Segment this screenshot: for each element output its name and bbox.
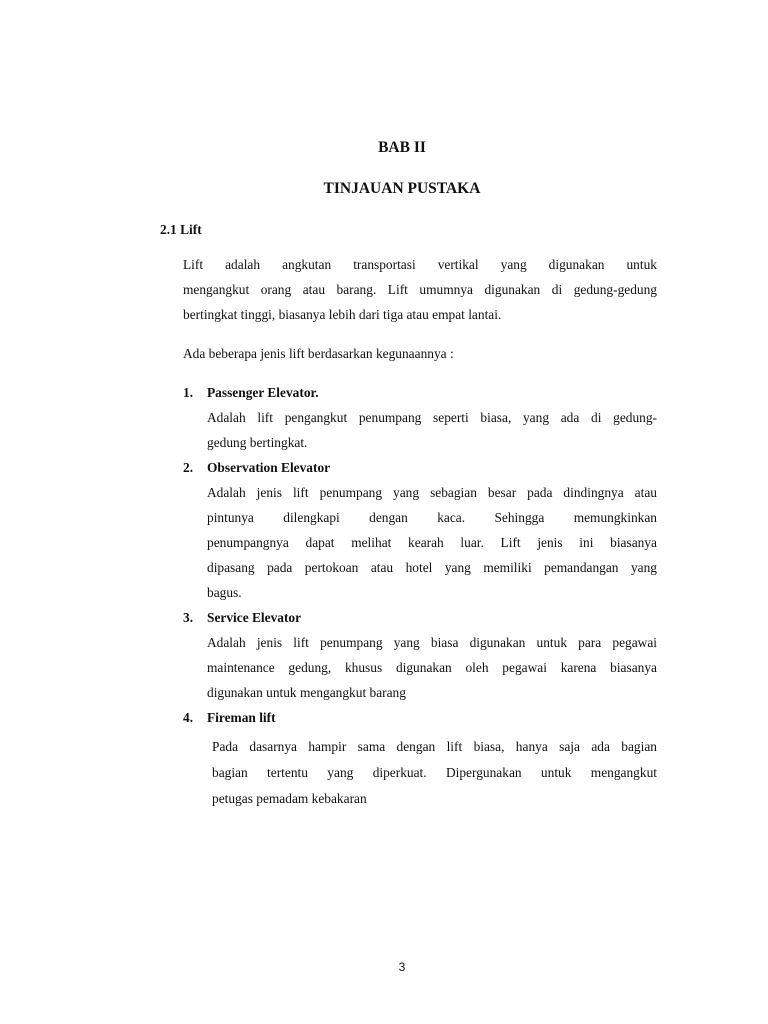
intro-line: mengangkut orang atau barang. Lift umumnya digunakan di gedung-gedung — [183, 282, 657, 297]
item-number: 4. — [183, 710, 194, 725]
chapter-title: TINJAUAN PUSTAKA — [323, 180, 481, 197]
intro-line: Lift adalah angkutan transportasi vertikal yang digunakan untuk — [183, 257, 657, 272]
item-line: maintenance gedung, khusus digunakan oleh pegawai karena biasanya — [207, 660, 657, 675]
item-line: petugas pemadam kebakaran — [212, 791, 367, 806]
item-number: 1. — [183, 385, 194, 400]
item-line: Adalah jenis lift penumpang yang biasa digunakan untuk para pegawai — [207, 635, 657, 650]
lift-types-list — [183, 380, 657, 812]
list-item — [183, 455, 657, 605]
intro-paragraph — [183, 252, 657, 327]
item-line: gedung bertingkat. — [207, 435, 308, 450]
intro-line: bertingkat tinggi, biasanya lebih dari tiga atau empat lantai. — [183, 307, 502, 322]
item-number: 2. — [183, 460, 194, 475]
chapter-heading: BAB II — [378, 139, 426, 156]
item-body — [207, 630, 657, 705]
item-line: dipasang pada pertokoan atau hotel yang memiliki pemandangan yang — [207, 560, 657, 575]
item-line: bagian tertentu yang diperkuat. Dipergunakan untuk mengangkut — [212, 765, 657, 780]
item-number: 3. — [183, 610, 194, 625]
item-body — [207, 480, 657, 605]
item-line: Adalah lift pengangkut penumpang seperti biasa, yang ada di gedung- — [207, 410, 657, 425]
list-item — [183, 705, 657, 812]
list-item — [183, 380, 657, 455]
item-title: Service Elevator — [207, 610, 302, 625]
item-line: Adalah jenis lift penumpang yang sebagian besar pada dindingnya atau — [207, 485, 657, 500]
item-body — [207, 405, 657, 455]
kinds-intro: Ada beberapa jenis lift berdasarkan kegunaannya : — [183, 346, 454, 361]
item-title: Passenger Elevator. — [207, 385, 319, 400]
item-line: digunakan untuk mengangkut barang — [207, 685, 406, 700]
item-line: Pada dasarnya hampir sama dengan lift biasa, hanya saja ada bagian — [212, 739, 657, 754]
item-line: bagus. — [207, 585, 242, 600]
page-number: 3 — [398, 960, 406, 974]
item-line: pintunya dilengkapi dengan kaca. Sehingga memungkinkan — [207, 510, 657, 525]
list-item — [183, 605, 657, 705]
item-title: Fireman lift — [207, 710, 276, 725]
item-line: penumpangnya dapat melihat kearah luar. Lift jenis ini biasanya — [207, 535, 657, 550]
item-body — [212, 734, 657, 812]
section-heading: 2.1 Lift — [160, 222, 202, 237]
item-title: Observation Elevator — [207, 460, 331, 475]
